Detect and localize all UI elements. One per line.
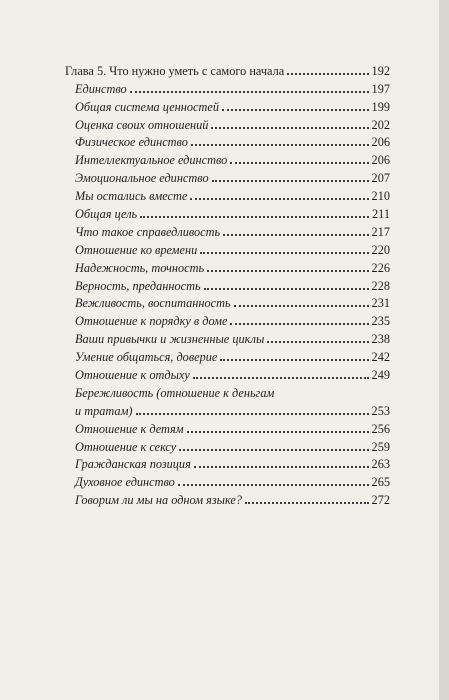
- chapter-title: Глава 5. Что нужно уметь с самого начала: [65, 63, 285, 78]
- dot-leader: [223, 234, 368, 236]
- toc-entry-page: 253: [371, 403, 390, 418]
- dot-leader: [211, 127, 368, 129]
- dot-leader: [220, 359, 368, 361]
- toc-entry: [65, 114, 390, 132]
- toc-entry: [65, 328, 390, 346]
- toc-entry: [65, 239, 390, 257]
- toc-entry-page: 228: [371, 278, 390, 293]
- dot-leader: [190, 198, 368, 200]
- toc-entry: [65, 489, 390, 507]
- toc-entry-page: 263: [371, 457, 390, 472]
- toc-entry-title: Что такое справедливость: [75, 224, 221, 239]
- toc-entry-title: Ваши привычки и жизненные циклы: [75, 332, 265, 347]
- dot-leader: [230, 323, 368, 325]
- dot-leader: [245, 502, 369, 504]
- dot-leader: [136, 413, 369, 415]
- dot-leader: [222, 109, 369, 111]
- toc-entry-title: Общая система ценностей: [75, 99, 219, 114]
- dot-leader: [234, 305, 369, 307]
- toc-entry-page: 207: [371, 171, 390, 186]
- toc-entry-page: 242: [371, 350, 390, 365]
- dot-leader: [193, 377, 369, 379]
- toc-entry-title: Умение общаться, доверие: [75, 350, 218, 365]
- toc-entry-page: 220: [371, 242, 390, 257]
- toc-entry-page: 217: [371, 224, 390, 239]
- table-of-contents: [65, 60, 390, 507]
- dot-leader: [179, 449, 368, 451]
- dot-leader: [207, 270, 368, 272]
- toc-entry: [65, 257, 390, 275]
- toc-entry: [65, 167, 390, 185]
- toc-entry: [65, 400, 390, 418]
- toc-entry-page: 206: [371, 135, 390, 150]
- toc-entry-title-line1: Бережливость (отношение к деньгам: [75, 386, 275, 401]
- chapter-page-number: 192: [371, 63, 390, 78]
- dot-leader: [287, 73, 368, 75]
- toc-entry-page: 210: [371, 189, 390, 204]
- toc-entry-page: 259: [371, 439, 390, 454]
- toc-entry: [65, 293, 390, 311]
- dot-leader: [140, 216, 369, 218]
- toc-entry: [65, 78, 390, 96]
- toc-entry: [65, 471, 390, 489]
- toc-entry: [65, 364, 390, 382]
- toc-entry-title: Общая цель: [75, 207, 138, 222]
- chapter-heading: [65, 60, 390, 78]
- page-edge-shadow: [439, 0, 449, 700]
- toc-entry-page: 272: [371, 493, 390, 508]
- toc-entry: [65, 221, 390, 239]
- toc-entry-title: Отношение к детям: [75, 421, 184, 436]
- dot-leader: [200, 252, 368, 254]
- toc-entry: [65, 96, 390, 114]
- toc-entry-title: Отношение ко времени: [75, 242, 198, 257]
- toc-entry-title: Интеллектуальное единство: [75, 153, 228, 168]
- toc-entry-title: Оценка своих отношений: [75, 117, 209, 132]
- toc-entry-title: Мы остались вместе: [75, 189, 188, 204]
- toc-entry-page: 199: [371, 99, 390, 114]
- toc-entry-page: 249: [371, 368, 390, 383]
- toc-entry-page: 256: [371, 421, 390, 436]
- toc-entry: [65, 436, 390, 454]
- dot-leader: [204, 288, 369, 290]
- dot-leader: [191, 144, 369, 146]
- toc-entry: [65, 275, 390, 293]
- toc-entry-page: 235: [371, 314, 390, 329]
- toc-entry-title: Говорим ли мы на одном языке?: [75, 493, 243, 508]
- toc-entry-title-line2: и тратам): [75, 403, 133, 418]
- toc-entry-title: Единство: [75, 81, 127, 96]
- toc-entry-title: Физическое единство: [75, 135, 188, 150]
- toc-entry-title: Отношение к отдыху: [75, 368, 190, 383]
- dot-leader: [130, 91, 369, 93]
- toc-entry: [65, 185, 390, 203]
- toc-entry-title: Эмоциональное единство: [75, 171, 209, 186]
- toc-entry-title: Духовное единство: [75, 475, 175, 490]
- toc-entry-title: Вежливость, воспитанность: [75, 296, 231, 311]
- toc-entry: [65, 346, 390, 364]
- toc-entry: [65, 203, 390, 221]
- toc-entry: [65, 132, 390, 150]
- dot-leader: [267, 341, 368, 343]
- toc-entry-title: Отношение к сексу: [75, 439, 177, 454]
- toc-entry-page: 197: [371, 81, 390, 96]
- toc-entry-page: 211: [372, 207, 390, 222]
- toc-entry: [65, 149, 390, 167]
- toc-entry-title: Верность, преданность: [75, 278, 201, 293]
- toc-entry-page: 265: [371, 475, 390, 490]
- toc-entry-page: 206: [371, 153, 390, 168]
- toc-entry: [65, 418, 390, 436]
- toc-entry-page: 238: [371, 332, 390, 347]
- toc-entry-page: 231: [371, 296, 390, 311]
- toc-entry: [65, 454, 390, 472]
- toc-entry-page: 202: [371, 117, 390, 132]
- dot-leader: [187, 431, 369, 433]
- toc-entry-title: Отношение к порядку в доме: [75, 314, 228, 329]
- dot-leader: [230, 162, 368, 164]
- toc-entry-title: Надежность, точность: [75, 260, 205, 275]
- dot-leader: [178, 484, 369, 486]
- dot-leader: [212, 180, 369, 182]
- toc-entry-page: 226: [371, 260, 390, 275]
- toc-entry-title: Гражданская позиция: [75, 457, 191, 472]
- toc-entry: [65, 310, 390, 328]
- dot-leader: [194, 466, 369, 468]
